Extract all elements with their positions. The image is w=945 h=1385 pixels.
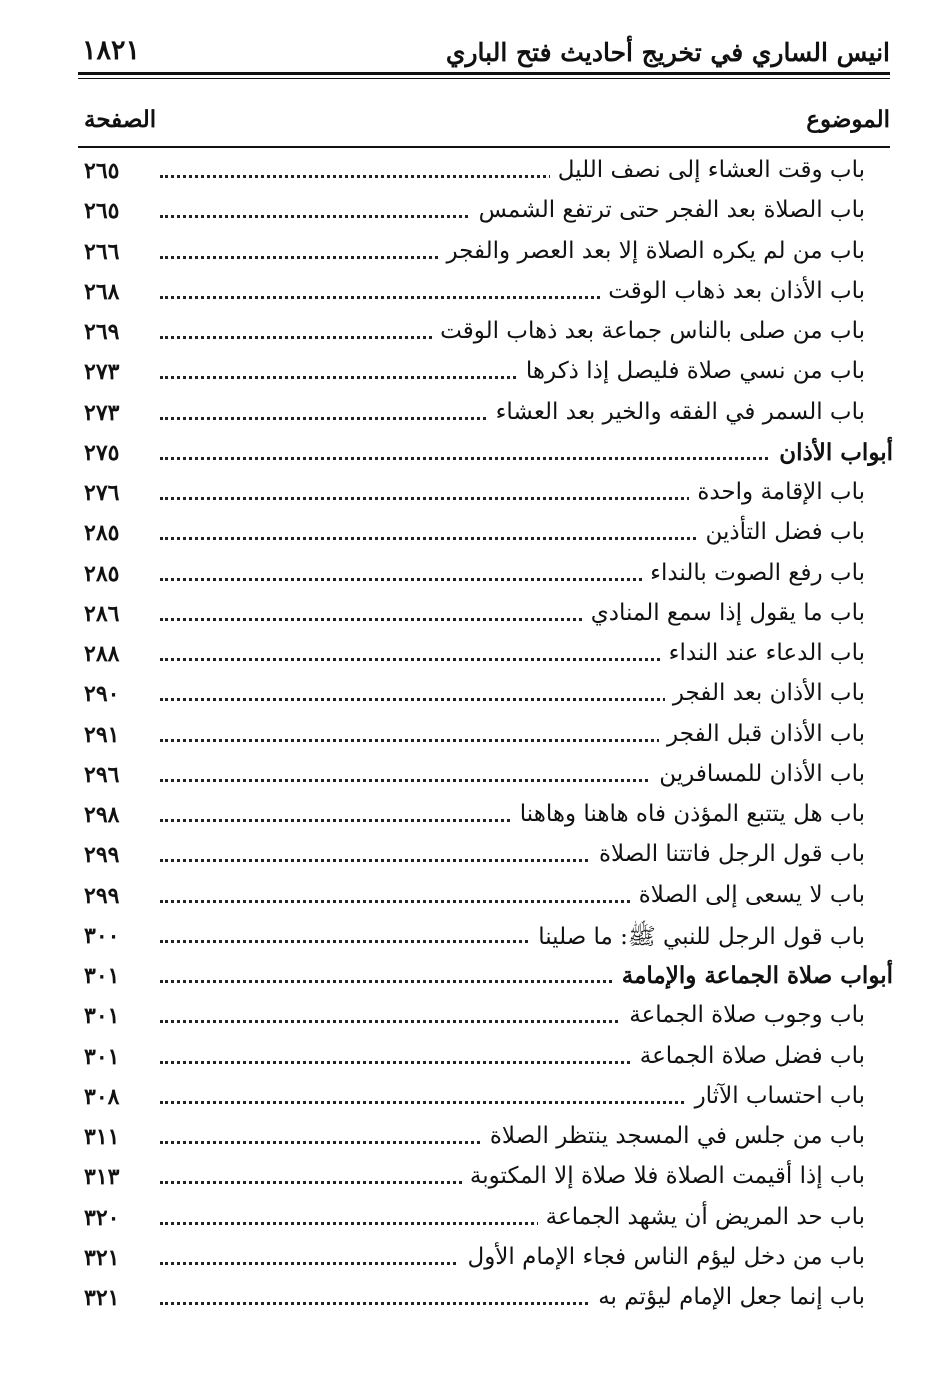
toc-page-number: ٣٠١ — [84, 1043, 120, 1070]
column-header-rule — [78, 146, 890, 148]
toc-page-number: ٢٦٥ — [84, 198, 120, 225]
toc-page-number: ٣٠١ — [84, 1003, 120, 1030]
toc-page-number: ٢٦٦ — [84, 238, 120, 265]
column-header-page: الصفحة — [84, 106, 157, 133]
toc-entry-row — [0, 839, 945, 879]
toc-page-number: ٢٦٩ — [84, 319, 120, 345]
toc-entry-title: باب رفع الصوت بالنداء — [642, 560, 865, 586]
toc-entry-title: باب الأذان بعد الفجر — [665, 680, 865, 706]
toc-entry-title: باب ما يقول إذا سمع المنادي — [583, 600, 865, 626]
toc-page-number: ٢٨٨ — [84, 641, 120, 667]
toc-entry-title: باب الدعاء عند النداء — [661, 640, 865, 666]
toc-entry-row — [0, 195, 945, 235]
toc-entry-row — [0, 1202, 945, 1242]
toc-entry-title: باب من نسي صلاة فليصل إذا ذكرها — [518, 358, 865, 384]
toc-page-number: ٢٩٠ — [84, 681, 120, 708]
toc-entry-row — [0, 1282, 945, 1322]
toc-page-number: ٣٢١ — [84, 1244, 120, 1271]
toc-entry-row — [0, 920, 945, 960]
toc-entry-row — [0, 1081, 945, 1121]
toc-page-number: ٣١٣ — [84, 1164, 120, 1191]
toc-entry-title: باب قول الرجل فاتتنا الصلاة — [591, 841, 865, 867]
toc-page-number: ٢٩٦ — [84, 761, 120, 788]
toc-page-number: ٢٩١ — [84, 721, 120, 748]
page-number: ١٨٢١ — [82, 35, 141, 66]
toc-page-number: ٢٦٥ — [84, 158, 120, 184]
toc-entry-row — [0, 517, 945, 557]
toc-page-number: ٣٠١ — [84, 963, 120, 989]
toc-entry-title: باب من جلس في المسجد ينتظر الصلاة — [482, 1123, 865, 1149]
toc-entry-title: باب من صلى بالناس جماعة بعد ذهاب الوقت — [432, 318, 865, 344]
toc-entry-title: باب حد المريض أن يشهد الجماعة — [538, 1204, 865, 1230]
toc-list — [0, 155, 945, 1322]
toc-entry-title: باب السمر في الفقه والخير بعد العشاء — [488, 399, 865, 425]
toc-entry-row — [0, 155, 945, 195]
toc-entry-row — [0, 316, 945, 356]
toc-entry-row — [0, 598, 945, 638]
toc-entry-title: باب فضل التأذين — [697, 519, 865, 545]
toc-entry-title: باب إنما جعل الإمام ليؤتم به — [590, 1284, 865, 1310]
toc-page-number: ٢٨٥ — [84, 520, 120, 547]
toc-entry-row — [0, 1000, 945, 1040]
toc-section-row — [0, 960, 945, 1000]
toc-entry-row — [0, 236, 945, 276]
toc-entry-row — [0, 558, 945, 598]
toc-section-row — [0, 437, 945, 477]
toc-page-number: ٢٧٣ — [84, 359, 120, 386]
toc-entry-title: باب من لم يكره الصلاة إلا بعد العصر والفجر — [438, 238, 865, 264]
toc-page-number: ٢٧٦ — [84, 480, 120, 506]
toc-page-number: ٢٩٩ — [84, 882, 120, 909]
toc-page-number: ٣٢٠ — [84, 1204, 120, 1231]
toc-entry-title: باب قول الرجل للنبي ﷺ: ما صلينا — [530, 922, 865, 956]
toc-page-number: ٣٢١ — [84, 1285, 120, 1311]
column-header-topic: الموضوع — [806, 106, 890, 133]
toc-entry-title: باب وجوب صلاة الجماعة — [621, 1002, 865, 1028]
toc-entry-row — [0, 880, 945, 920]
toc-entry-title: باب الإقامة واحدة — [689, 479, 865, 505]
toc-entry-row — [0, 799, 945, 839]
toc-entry-row — [0, 1041, 945, 1081]
toc-page-number: ٣٠٠ — [84, 922, 120, 949]
toc-entry-title: باب الأذان قبل الفجر — [659, 721, 865, 747]
toc-entry-title: باب الأذان بعد ذهاب الوقت — [600, 278, 865, 304]
toc-entry-title: باب الأذان للمسافرين — [651, 761, 865, 787]
toc-page-number: ٢٧٣ — [84, 399, 120, 426]
toc-entry-title: باب لا يسعى إلى الصلاة — [631, 882, 865, 908]
toc-page-number: ٣١١ — [84, 1124, 120, 1150]
toc-entry-row — [0, 1121, 945, 1161]
toc-entry-row — [0, 638, 945, 678]
toc-page-number: ٣٠٨ — [84, 1083, 120, 1110]
toc-entry-row — [0, 477, 945, 517]
toc-section-title: أبواب صلاة الجماعة والإمامة — [614, 962, 893, 989]
toc-page-number: ٢٨٥ — [84, 560, 120, 587]
toc-entry-row — [0, 678, 945, 718]
toc-entry-row — [0, 719, 945, 759]
toc-entry-row — [0, 276, 945, 316]
toc-entry-title: باب احتساب الآثار — [687, 1083, 865, 1109]
toc-page-number: ٢٦٨ — [84, 278, 120, 305]
running-title: انيس الساري في تخريج أحاديث فتح الباري — [445, 38, 890, 67]
toc-entry-row — [0, 356, 945, 396]
toc-entry-row — [0, 1161, 945, 1201]
toc-entry-title: باب وقت العشاء إلى نصف الليل — [550, 157, 865, 183]
toc-entry-row — [0, 397, 945, 437]
toc-entry-title: باب فضل صلاة الجماعة — [632, 1043, 865, 1069]
toc-page-number: ٢٨٦ — [84, 600, 120, 627]
toc-entry-title: باب الصلاة بعد الفجر حتى ترتفع الشمس — [471, 197, 865, 223]
toc-entry-row — [0, 1242, 945, 1282]
toc-entry-row — [0, 759, 945, 799]
toc-entry-title: باب هل يتتبع المؤذن فاه هاهنا وهاهنا — [512, 801, 865, 827]
toc-section-title: أبواب الأذان — [771, 439, 893, 466]
dot-leader — [160, 457, 863, 460]
toc-page-number: ٢٩٩ — [84, 842, 120, 869]
toc-page-number: ٢٩٨ — [84, 802, 120, 828]
header-rule-thick — [78, 72, 890, 75]
toc-entry-title: باب إذا أقيمت الصلاة فلا صلاة إلا المكتوبة — [462, 1163, 865, 1189]
toc-entry-title: باب من دخل ليؤم الناس فجاء الإمام الأول — [459, 1244, 865, 1270]
toc-page-number: ٢٧٥ — [84, 439, 120, 466]
header-rule-thin — [78, 78, 890, 79]
